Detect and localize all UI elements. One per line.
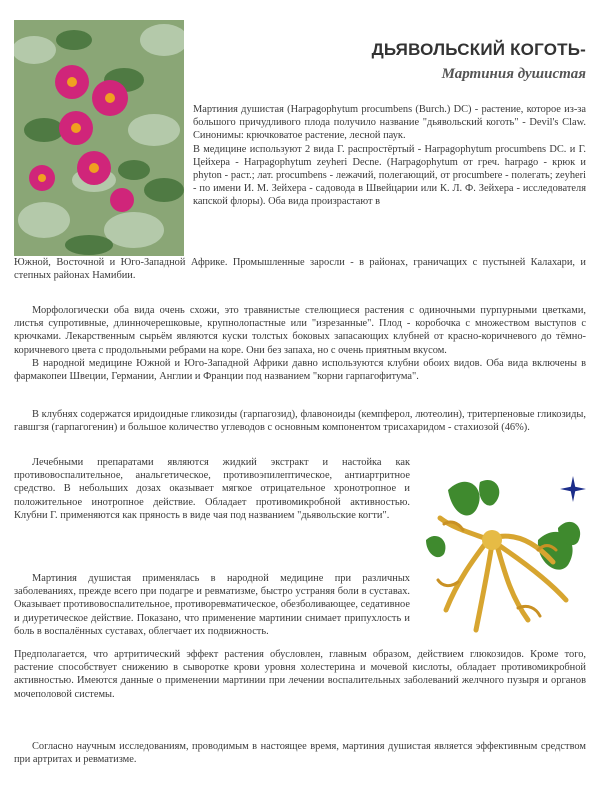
morphology-text xyxy=(14,304,586,383)
paragraph-8: Предполагается, что артритический эффект растения обусловлен, главным образом, действием глюкозидов. Кроме того, растение способствует снижению в сыворотке крови уровня холестерина и мочевой кислоты, обладает противомикробной активностью. Имеются данные о применении мартинии при лечении воспалительных заболеваний желчного пузыря и органов мочеполовой системы. xyxy=(14,649,586,700)
paragraph-3: Морфологически оба вида очень схожи, это травянистые стелющиеся растения с одиночными пурпурными цветками, листья супротивные, длинночерешковые, крупнолопастные или "изрезанные". Плод - коробочка с множеством выступов с крючками. Лекарственным сырьём являются куски толстых боковых запасающих клубней от красно-коричневого до тёмно-коричневого цвета с продольными ребрами на коре. Они без запаха, но с очень приятным вкусом. xyxy=(14,305,586,356)
uses-text xyxy=(14,456,410,522)
effects-text xyxy=(14,648,586,701)
paragraph-9: Согласно научным исследованиям, проводимым в настоящее время, мартиния душистая является эффективным средством при артритах и ревматизме. xyxy=(14,741,586,766)
sparkle-star-icon xyxy=(560,476,586,502)
paragraph-5: В клубнях содержатся иридоидные гликозиды (гарпагозид), флавоноиды (кемпферол, лютеолин), тритерпеновые гликозиды, гавшгзя (гарпагогенин) и большое количество углеводов с основным компонентом трисахаридом - стахиозой (46%). xyxy=(14,409,586,434)
intro-text xyxy=(193,103,586,209)
conclusion-text xyxy=(14,740,586,766)
paragraph-4: В народной медицине Южной и Юго-Западной Африки давно используются клубни обоих видов. Оба вида включены в фармакопеи Швеции, Германии, Англии и Франции под названием "корни гарпагофитума". xyxy=(14,357,586,383)
folk-medicine-text xyxy=(14,572,410,638)
composition-text xyxy=(14,408,586,434)
page-subtitle: Мартиния душистая xyxy=(441,66,586,82)
title-block xyxy=(300,40,586,83)
habitat-text xyxy=(14,256,586,282)
paragraph-2: В медицине используют 2 вида Г. распростёртый - Harpagophytum procumbens DC. и Г. Цейхера - Harpagophytum zeyheri Decne. (Harpagophytum от греч. harpago - крюк и phyton - раст.; лат. procumbens - лежачий, полегающий, от procumbere - полегать; zeyheri - по имени И. М. Зейхера - садовода в Швейцарии или К. Л. Ф. Зейхера - исследователя капской флоры). Оба вида произрастают в xyxy=(193,143,586,208)
paragraph-7: Мартиния душистая применялась в народной медицине при различных заболеваниях, прежде всего при подагре и ревматизме, быстро устраняя боли в суставах. Оказывает противовоспалительное, противоревматическое, обезболивающее, седативное и диуретическое действие. Показано, что применение мартинии снимает припухлость и боль в воспалённых суставах, облегчает их подвижность. xyxy=(14,573,410,637)
paragraph-6: Лечебными препаратами являются жидкий экстракт и настойка как противовоспалительное, анальгетическое, противоэпилептическое, антиартритное средство. В небольших дозах оказывает мягкое отрицательное хронотропное и положительное инотропное действие. Обладает противомикробной активностью. Клубни Г. применяются как пряность в виде чая под названием "дьявольские когти". xyxy=(14,457,410,521)
paragraph-1: Мартиния душистая (Harpagophytum procumbens (Burch.) DC) - растение, которое из-за большого причудливого плода получило название "дьявольский коготь" - Devil's Claw. Синонимы: крючковатое растение, лесной паук. xyxy=(193,104,586,142)
harpagophytum-flowers-photo xyxy=(14,20,184,256)
paragraph-2b: Южной, Восточной и Юго-Западной Африке. Промышленные заросли - в районах, граничащих с пустыней Калахари, и степных районах Намибии. xyxy=(14,257,586,282)
page-title: ДЬЯВОЛЬСКИЙ КОГОТЬ- xyxy=(371,40,586,59)
